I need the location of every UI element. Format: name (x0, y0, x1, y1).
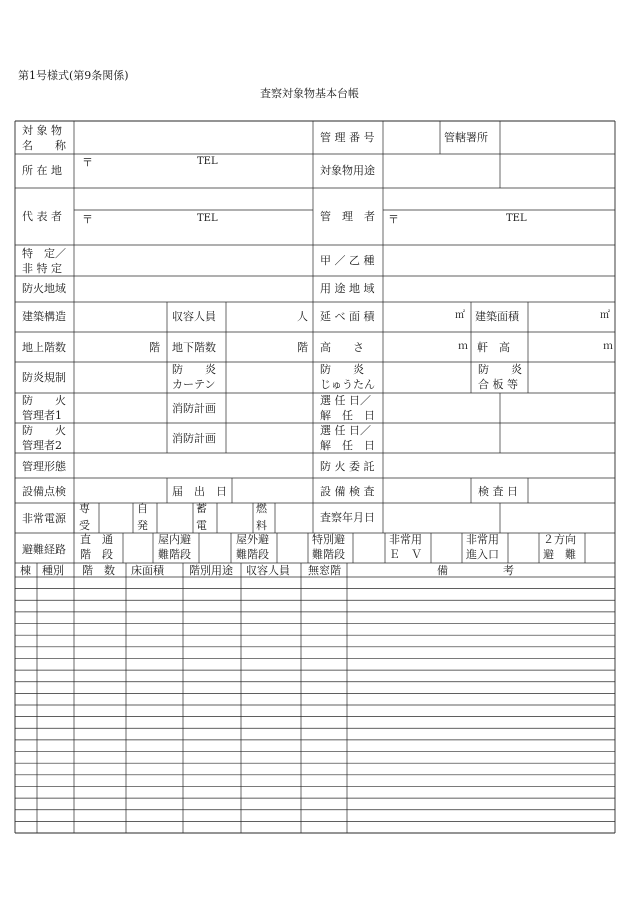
unit-m: ｍ (603, 341, 613, 352)
tel-label: TEL (197, 213, 218, 224)
label-boen-curtain-2: カーテン (172, 378, 216, 391)
label-chokutsu-1: 直 通 (80, 533, 113, 546)
label-boka-kanri2-2: 管理者2 (22, 439, 62, 452)
label-daihyo: 代 表 者 (22, 210, 62, 223)
label-nenryo-2: 料 (256, 519, 267, 532)
postal-mark: 〒 (82, 213, 93, 226)
upper-table-lines (15, 121, 615, 833)
label-nihoko-2: 避 難 (543, 548, 576, 561)
label-okunai-1: 屋内避 (158, 533, 191, 546)
label-yoto: 対象物用途 (320, 164, 375, 177)
label-shuyo-jin: 収容人員 (172, 310, 216, 323)
label-setsubi-kensa: 設 備 検 査 (320, 485, 375, 498)
label-nobe-menseki: 延 べ 面 積 (320, 310, 375, 323)
label-kenchiku-kozo: 建築構造 (22, 310, 66, 323)
floor-table-lines (15, 563, 615, 833)
postal-mark: 〒 (82, 156, 93, 169)
label-kankatsu: 管轄署所 (444, 131, 488, 144)
label-tokutei-2: 非 特 定 (22, 262, 62, 275)
label-boen-jutan-2: じゅうたん (320, 378, 375, 391)
label-taisho-name-1: 対 象 物 (22, 124, 62, 137)
form-number: 第1号様式(第9条関係) (18, 69, 129, 82)
floor-header-shubetsu: 種別 (42, 564, 64, 577)
label-hijoyo-in-2: 進入口 (466, 548, 499, 561)
label-boka-kanri1-2: 管理者1 (22, 409, 62, 422)
label-boen-gohan-1: 防 炎 (478, 363, 522, 376)
label-okugai-1: 屋外避 (236, 533, 269, 546)
label-hijoyo-ev-1: 非常用 (389, 533, 422, 546)
label-senju-1: 専 (79, 502, 90, 515)
label-takasa: 高 さ (320, 341, 364, 354)
label-chokutsu-2: 階 段 (80, 548, 113, 561)
unit-floor: 階 (149, 341, 160, 354)
label-tokutei-1: 特 定／ (22, 247, 66, 260)
unit-m2: ㎡ (600, 310, 610, 321)
label-taisho-name-2: 名 称 (22, 139, 66, 152)
label-kanri-bango: 管 理 番 号 (320, 131, 375, 144)
floor-header-musokai: 無窓階 (308, 564, 341, 577)
label-setsubi-tenken: 設備点検 (22, 485, 66, 498)
label-shobo-keikaku: 消防計画 (172, 432, 216, 445)
label-hijoyo-ev-2: Ｅ Ｖ (389, 548, 422, 561)
label-shobo-keikaku: 消防計画 (172, 402, 216, 415)
label-nenryo-1: 燃 (256, 502, 267, 515)
label-chijo-kaisu: 地上階数 (22, 341, 66, 354)
label-boka-itaku: 防 火 委 託 (320, 460, 375, 473)
unit-m: ｍ (458, 341, 468, 352)
label-kensa-bi: 検 査 日 (478, 485, 518, 498)
label-sennin-2: 解 任 日 (320, 439, 375, 452)
label-tokubetsu-1: 特別避 (312, 533, 345, 546)
label-hinan-keiro: 避難経路 (22, 543, 66, 556)
label-okunai-2: 難階段 (158, 548, 191, 561)
label-jihatsu-2: 発 (137, 519, 148, 532)
label-tokubetsu-2: 難階段 (312, 548, 345, 561)
label-todokede: 届 出 日 (172, 485, 227, 498)
floor-header-kaisu: 階 数 (82, 564, 115, 577)
label-sennin-1: 選 任 日／ (320, 394, 371, 407)
tel-label: TEL (197, 156, 218, 167)
floor-header-to: 棟 (20, 564, 31, 577)
label-jihatsu-1: 自 (137, 502, 148, 515)
unit-person: 人 (297, 310, 308, 323)
floor-header-kaibetsu-yoto: 階別用途 (189, 564, 233, 577)
unit-m2: ㎡ (455, 310, 465, 321)
label-sasatsu-bi: 査察年月日 (320, 511, 375, 524)
unit-floor: 階 (297, 341, 308, 354)
page-title: 査察対象物基本台帳 (260, 87, 359, 100)
label-boka-kanri1-1: 防 火 (22, 394, 66, 407)
label-okugai-2: 難階段 (236, 548, 269, 561)
label-yoto-chiiki: 用 途 地 域 (320, 282, 375, 295)
label-nihoko-1: ２方向 (543, 533, 576, 546)
label-chikuden-1: 蓄 (196, 502, 207, 515)
label-hijoyo-in-1: 非常用 (466, 533, 499, 546)
label-boka-kanri2-1: 防 火 (22, 424, 66, 437)
floor-header-yukamenseki: 床面積 (131, 564, 164, 577)
label-nokidaka: 軒 高 (477, 341, 510, 354)
label-chika-kaisu: 地下階数 (172, 341, 216, 354)
label-boen-curtain-1: 防 炎 (172, 363, 216, 376)
label-boen-jutan-1: 防 炎 (320, 363, 364, 376)
label-senju-2: 受 (79, 519, 90, 532)
label-boen-kisei: 防炎規制 (22, 371, 66, 384)
floor-header-shuyo-jin: 収容人員 (246, 564, 290, 577)
label-shozaichi: 所 在 地 (22, 164, 62, 177)
label-kanri-keitai: 管理形態 (22, 460, 66, 473)
label-sennin-2: 解 任 日 (320, 409, 375, 422)
tel-label: TEL (506, 213, 527, 224)
label-sennin-1: 選 任 日／ (320, 424, 371, 437)
label-boen-gohan-2: 合 板 等 (478, 378, 518, 391)
label-chikuden-2: 電 (196, 519, 207, 532)
label-kotsu: 甲 ／ 乙 種 (320, 254, 375, 267)
floor-header-biko: 備 考 (437, 564, 514, 577)
label-hijo-dengen: 非常電源 (22, 512, 66, 525)
postal-mark: 〒 (388, 213, 399, 226)
label-kanrisha: 管 理 者 (320, 210, 375, 223)
label-bouka-chiiki: 防火地域 (22, 282, 66, 295)
label-kenchiku-menseki: 建築面積 (475, 310, 519, 323)
